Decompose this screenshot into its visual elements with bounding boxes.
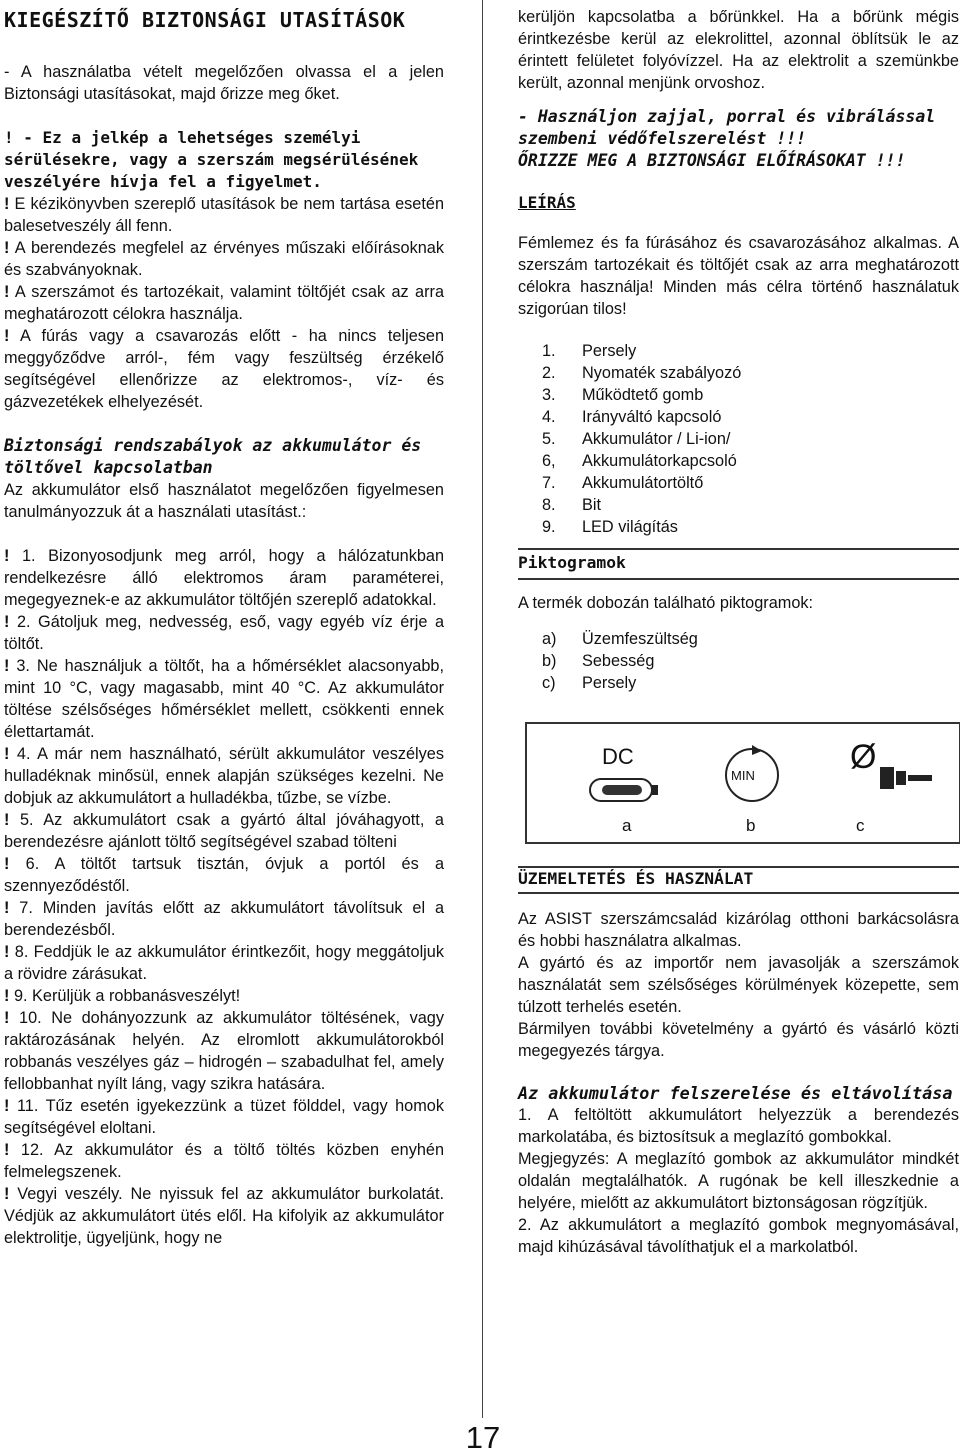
- battery-rules-list: [4, 545, 444, 1249]
- description-heading: LEÍRÁS: [518, 193, 576, 212]
- pictogram-item: [542, 650, 959, 672]
- pictograms-intro: A termék dobozán található piktogramok:: [518, 594, 814, 612]
- battery-mount-heading: Az akkumulátor felszerelése és eltávolítása: [518, 1083, 953, 1103]
- intro-paragraph: - A használatba vételt megelőzően olvassa el a jelen Biztonsági utasításokat, majd őrizze meg őket.: [4, 63, 444, 103]
- rule-text: A fúrás vagy a csavarozás előtt - ha nincs teljesen meggyőződve arról-, fém vagy feszültség érzékelő segítségével ellenőrizze az elektromos-, víz- és gázvezetékek elhelyezését.: [4, 327, 444, 411]
- part-item-label: Akkumulátorkapcsoló: [582, 452, 737, 470]
- rule-mark: !: [4, 283, 10, 301]
- rule-mark: !: [4, 943, 10, 961]
- pictogram-item: [542, 628, 959, 650]
- battery-intro: Az akkumulátor első használatot megelőzően figyelmesen tanulmányozzuk át a használati utasítást.:: [4, 481, 444, 521]
- warning-symbol-paragraph: [4, 127, 444, 193]
- part-item-number: 1.: [542, 342, 556, 360]
- rule-mark: !: [4, 899, 10, 917]
- rule-text: A berendezés megfelel az érvényes műszaki előírásoknak és szabványoknak.: [4, 239, 444, 279]
- electrolyte-continuation: kerüljön kapcsolatba a bőrünkkel. Ha a bőrünk mégis érintkezésbe kerül az elekrolittel, azonnal öblítsük le az érintett felületet folyóvízzel. Ha az elektrolit a szemünkbe került, azonnal menjünk orvoshoz.: [518, 8, 959, 92]
- battery-rule: [4, 853, 444, 897]
- right-column: [518, 0, 959, 1258]
- rule-mark: !: [4, 547, 10, 565]
- warning-mark: !: [4, 128, 14, 147]
- pictogram-label-a: a: [622, 816, 632, 835]
- part-item-number: 3.: [542, 386, 556, 404]
- part-item: [542, 450, 959, 472]
- rule-text: 11. Tűz esetén igyekezzünk a tüzet földdel, vagy homok segítségével eloltani.: [4, 1097, 444, 1137]
- operation-text-3: Bármilyen további követelmény a gyártó és vásárló közti megegyezés tárgya.: [518, 1020, 959, 1060]
- battery-rule: [4, 1095, 444, 1139]
- rule-mark: !: [4, 239, 10, 257]
- rule-2: [4, 237, 444, 281]
- battery-rule: [4, 1139, 444, 1183]
- ppe-warning: - Használjon zajjal, porral és vibrálással szembeni védőfelszerelést !!!: [518, 107, 936, 148]
- part-item: [542, 494, 959, 516]
- battery-rule: [4, 897, 444, 941]
- part-item-label: Bit: [582, 496, 602, 514]
- rule-text: 3. Ne használjuk a töltőt, ha a hőmérséklet alacsonyabb, mint 10 °C, vagy magasabb, mint 40 °C. Az akkumulátor töltése szélsőséges hőmérséklet mellett, csökkenti ennek élettartamát.: [4, 657, 444, 741]
- left-column: [4, 0, 444, 1249]
- pictogram-label-c: c: [856, 816, 865, 835]
- rule-text: 5. Az akkumulátort csak a gyártó által jóváhagyott, a berendezésre ajánlott töltő segítségével szabad tölteni: [4, 811, 444, 851]
- battery-mount-step-2: 2. Az akkumulátort a meglazító gombok megnyomásával, majd kihúzásával távolíthatjuk el a markolatból.: [518, 1216, 959, 1256]
- rule-mark: !: [4, 855, 10, 873]
- pictogram-item-number: a): [542, 630, 557, 648]
- chuck-icon: [878, 757, 938, 797]
- warning-symbol-text: - Ez a jelkép a lehetséges személyi sérülésekre, vagy a szerszám megsérülésének veszélyére hívja fel a figyelmet.: [4, 128, 419, 191]
- parts-list: [518, 340, 959, 538]
- part-item-label: LED világítás: [582, 518, 678, 536]
- rule-mark: !: [4, 1185, 10, 1203]
- part-item-label: Irányváltó kapcsoló: [582, 408, 722, 426]
- page-title: KIEGÉSZÍTŐ BIZTONSÁGI UTASÍTÁSOK: [4, 8, 406, 32]
- pictogram-box: [525, 722, 960, 844]
- part-item: [542, 516, 959, 538]
- pictogram-item-label: Persely: [582, 674, 637, 692]
- part-item: [542, 384, 959, 406]
- pictogram-item: [542, 672, 959, 694]
- rule-mark: !: [4, 195, 10, 213]
- rule-text: 4. A már nem használható, sérült akkumulátor veszélyes hulladéknak minősül, ennek alapján szükséges kezelni. Ne dobjuk az akkumulátort a hulladékba, tűzbe, se vízbe.: [4, 745, 444, 807]
- battery-rule: [4, 985, 444, 1007]
- operation-heading: ÜZEMELTETÉS ÉS HASZNÁLAT: [518, 866, 959, 894]
- rule-text: 8. Feddjük le az akkumulátor érintkezőit, hogy meggátoljuk a rövidre zárásukat.: [4, 943, 444, 983]
- description-text: Fémlemez és fa fúrásához és csavarozásához alkalmas. A szerszám tartozékait és töltőjét csak az arra meghatározott célokra használja! Minden más célra történő használatuk szigorúan tilos!: [518, 234, 959, 318]
- rule-3: [4, 281, 444, 325]
- part-item-number: 9.: [542, 518, 556, 536]
- part-item-label: Persely: [582, 342, 637, 360]
- pictogram-item-number: b): [542, 652, 557, 670]
- part-item: [542, 472, 959, 494]
- part-item-number: 6,: [542, 452, 556, 470]
- battery-mount-step-1: 1. A feltöltött akkumulátort helyezzük a berendezés markolatába, és biztosítsuk a meglazító gombokkal.: [518, 1106, 959, 1146]
- part-item-number: 5.: [542, 430, 556, 448]
- battery-rule: [4, 743, 444, 809]
- part-item-label: Akkumulátortöltő: [582, 474, 704, 492]
- operation-text-2: A gyártó és az importőr nem javasolják a szerszámok használatát sem szélsőséges körülmények közepette, sem túlzott terhelés esetén.: [518, 954, 959, 1016]
- page-number: 17: [465, 1420, 501, 1455]
- part-item-number: 8.: [542, 496, 556, 514]
- pictogram-label-b: b: [746, 816, 756, 835]
- rule-mark: !: [4, 613, 10, 631]
- rule-text: 9. Kerüljük a robbanásveszélyt!: [9, 987, 241, 1005]
- rule-text: 10. Ne dohányozzunk az akkumulátor töltésének, vagy raktározásának helyén. Az elromlott akkumulátorokból robbanás veszélyes gáz – hidrogén – szabadulhat fel, amely fellobbanhat nyílt láng, vagy szikra hatására.: [4, 1009, 444, 1093]
- part-item: [542, 428, 959, 450]
- rule-mark: !: [4, 1009, 10, 1027]
- rule-1: [4, 193, 444, 237]
- battery-rule: [4, 941, 444, 985]
- column-divider: [482, 0, 483, 1418]
- battery-dc-pictogram: [580, 745, 674, 809]
- part-item-number: 7.: [542, 474, 556, 492]
- rule-text: 1. Bizonyosodjunk meg arról, hogy a hálózatunkban rendelkezésre álló elektromos áram paraméterei, megegyeznek-e az akkumulátor töltőjén szereplő adatokkal.: [4, 547, 444, 609]
- rule-mark: !: [4, 1097, 10, 1115]
- rule-mark: !: [4, 327, 10, 345]
- rule-text: 12. Az akkumulátor és a töltő töltés közben enyhén felmelegszenek.: [4, 1141, 444, 1181]
- part-item-number: 4.: [542, 408, 556, 426]
- part-item: [542, 340, 959, 362]
- rule-text: 2. Gátoljuk meg, nedvesség, eső, vagy egyéb víz érje a töltőt.: [4, 613, 444, 653]
- battery-mount-note: Megjegyzés: A meglazító gombok az akkumulátor mindkét oldalán megtalálhatók. A rugónak be kell illeszkednie a helyére, mielőtt az akkumulátort biztonságosan rögzítjük.: [518, 1150, 959, 1212]
- rule-4: [4, 325, 444, 413]
- rule-mark: !: [4, 811, 10, 829]
- operation-text-1: Az ASIST szerszámcsalád kizárólag otthoni barkácsolásra és hobbi használatra alkalmas.: [518, 910, 959, 950]
- rule-text: E kézikönyvben szereplő utasítások be nem tartása esetén balesetveszély áll fenn.: [4, 195, 444, 235]
- part-item-label: Nyomaték szabályozó: [582, 364, 742, 382]
- part-item-label: Akkumulátor / Li-ion/: [582, 430, 731, 448]
- rule-mark: !: [4, 1141, 10, 1159]
- part-item-label: Működtető gomb: [582, 386, 704, 404]
- keep-rules-warning: ŐRIZZE MEG A BIZTONSÁGI ELŐÍRÁSOKAT !!!: [518, 151, 906, 170]
- rule-text: 7. Minden javítás előtt az akkumulátort távolítsuk el a berendezésből.: [4, 899, 444, 939]
- rule-mark: !: [4, 657, 10, 675]
- pictogram-item-number: c): [542, 674, 556, 692]
- rule-text: 6. A töltőt tartsuk tisztán, óvjuk a portól és a szennyeződéstől.: [4, 855, 444, 895]
- dc-label: DC: [602, 744, 634, 769]
- diameter-symbol: Ø: [850, 738, 877, 776]
- pictogram-item-label: Sebesség: [582, 652, 655, 670]
- battery-rule: [4, 545, 444, 611]
- part-item: [542, 362, 959, 384]
- battery-icon: [586, 771, 680, 811]
- battery-rule: [4, 1183, 444, 1249]
- rule-mark: !: [4, 987, 10, 1005]
- part-item: [542, 406, 959, 428]
- rule-text: A szerszámot és tartozékait, valamint töltőjét csak az arra meghatározott célokra használja.: [4, 283, 444, 323]
- battery-rule: [4, 1007, 444, 1095]
- rule-text: Vegyi veszély. Ne nyissuk fel az akkumulátor burkolatát. Védjük az akkumulátort ütés elől. Ha kifolyik az akkumulátor elektrolitje, ügyeljünk, hogy ne: [4, 1185, 444, 1247]
- pictogram-item-label: Üzemfeszültség: [582, 630, 698, 648]
- battery-rule: [4, 655, 444, 743]
- battery-rule: [4, 611, 444, 655]
- min-label: MIN: [731, 768, 755, 783]
- battery-rule: [4, 809, 444, 853]
- pictogram-list: [518, 628, 959, 694]
- battery-safety-heading: Biztonsági rendszabályok az akkumulátor és töltővel kapcsolatban: [4, 436, 422, 477]
- rule-mark: !: [4, 745, 10, 763]
- pictograms-heading: Piktogramok: [518, 548, 959, 580]
- part-item-number: 2.: [542, 364, 556, 382]
